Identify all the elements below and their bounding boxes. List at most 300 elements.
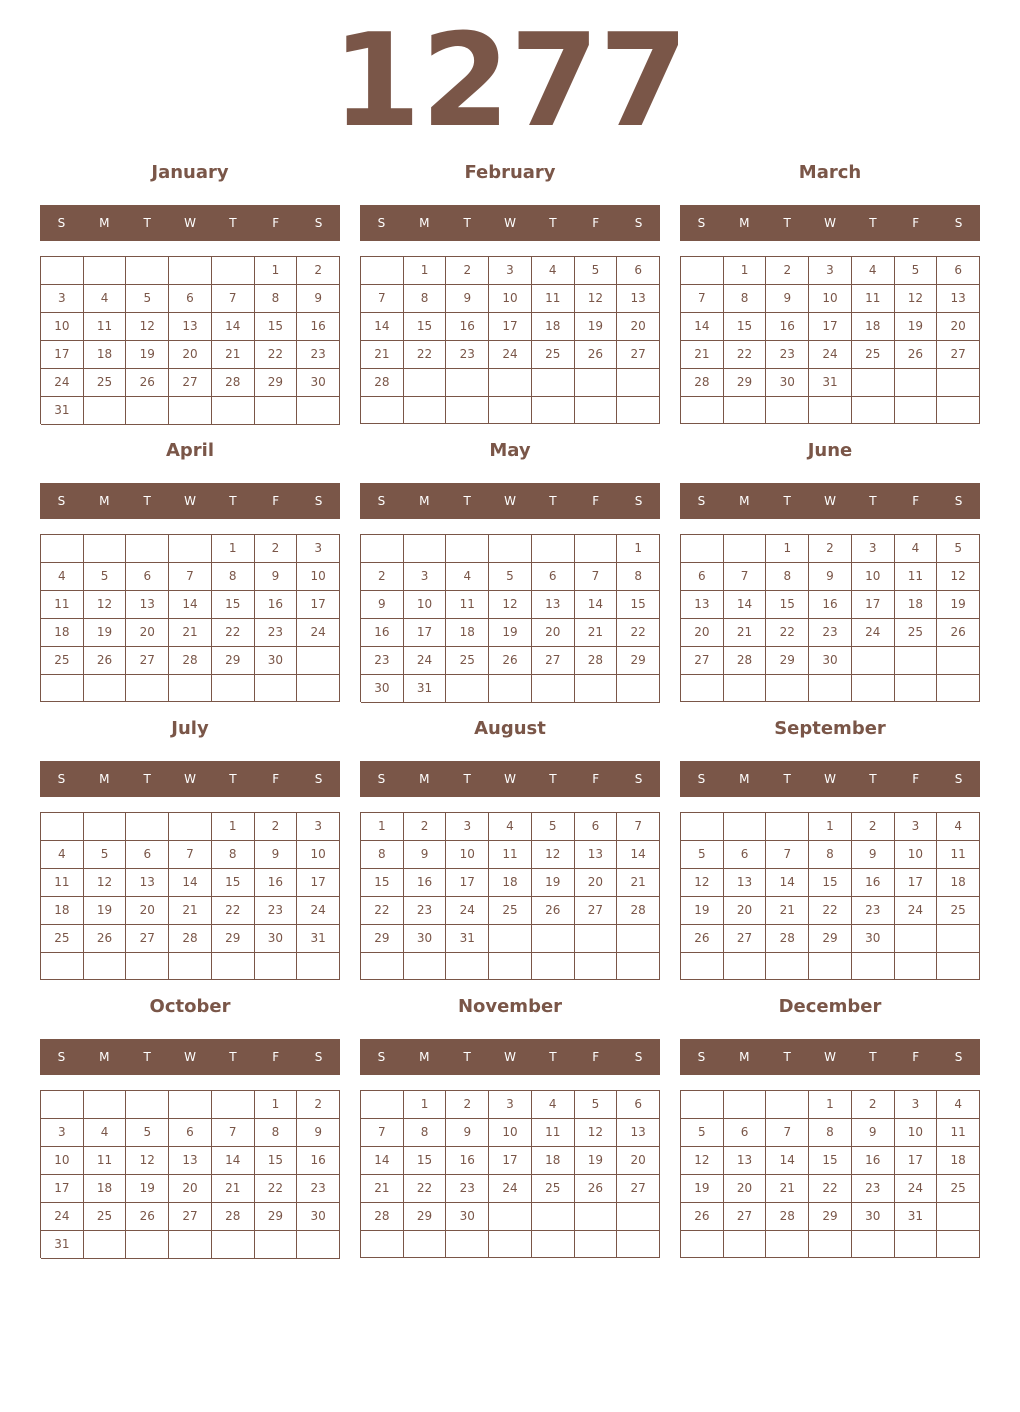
weekday-label: S [377, 1050, 386, 1064]
day-cell: 15 [766, 591, 809, 619]
weekday-label: S [57, 1050, 66, 1064]
day-cell: 4 [489, 813, 532, 841]
day-cell: 19 [489, 619, 532, 647]
day-cell: 18 [895, 591, 938, 619]
weekday-label: S [377, 772, 386, 786]
empty-cell [41, 535, 84, 563]
empty-cell [532, 369, 575, 397]
weekday-label: M [419, 494, 430, 508]
day-cell: 29 [809, 925, 852, 953]
day-cell: 24 [41, 1203, 84, 1231]
day-cell: 24 [809, 341, 852, 369]
day-cell: 19 [937, 591, 980, 619]
day-cell: 25 [532, 1175, 575, 1203]
day-cell: 19 [84, 619, 127, 647]
day-cell: 29 [404, 1203, 447, 1231]
empty-cell [361, 257, 404, 285]
day-cell: 15 [617, 591, 660, 619]
empty-cell [617, 953, 660, 980]
day-cell: 10 [489, 285, 532, 313]
day-cell: 23 [361, 647, 404, 675]
empty-cell [852, 953, 895, 980]
day-cell: 3 [809, 257, 852, 285]
weekday-header [680, 205, 980, 241]
day-cell: 7 [681, 285, 724, 313]
day-cell: 14 [724, 591, 767, 619]
day-cell: 28 [575, 647, 618, 675]
day-cell: 29 [617, 647, 660, 675]
day-grid [680, 256, 980, 424]
day-cell: 9 [255, 563, 298, 591]
day-cell: 2 [255, 813, 298, 841]
day-cell: 8 [617, 563, 660, 591]
day-cell: 30 [255, 925, 298, 953]
empty-cell [84, 397, 127, 425]
empty-cell [617, 925, 660, 953]
day-cell: 5 [575, 1091, 618, 1119]
weekday-label: F [592, 772, 600, 786]
month-name: March [798, 162, 862, 183]
day-cell: 23 [255, 619, 298, 647]
day-cell: 21 [361, 341, 404, 369]
day-cell: 2 [852, 813, 895, 841]
day-cell: 14 [766, 1147, 809, 1175]
day-cell: 8 [404, 1119, 447, 1147]
day-cell: 5 [84, 841, 127, 869]
empty-cell [446, 953, 489, 980]
empty-cell [532, 535, 575, 563]
empty-cell [446, 535, 489, 563]
day-cell: 20 [575, 869, 618, 897]
weekday-label: T [143, 1050, 151, 1064]
day-cell: 19 [681, 1175, 724, 1203]
day-cell: 30 [766, 369, 809, 397]
weekday-label: T [229, 772, 237, 786]
day-cell: 24 [446, 897, 489, 925]
day-cell: 22 [212, 619, 255, 647]
day-cell: 18 [41, 897, 84, 925]
day-cell: 17 [895, 1147, 938, 1175]
empty-cell [681, 397, 724, 424]
day-cell: 1 [617, 535, 660, 563]
empty-cell [489, 1231, 532, 1258]
empty-cell [766, 813, 809, 841]
day-cell: 5 [489, 563, 532, 591]
empty-cell [937, 397, 980, 424]
day-cell: 26 [126, 369, 169, 397]
day-cell: 5 [532, 813, 575, 841]
day-cell: 20 [724, 897, 767, 925]
empty-cell [809, 675, 852, 702]
weekday-label: F [272, 772, 280, 786]
empty-cell [766, 1091, 809, 1119]
empty-cell [575, 1231, 618, 1258]
day-cell: 7 [766, 841, 809, 869]
empty-cell [724, 675, 767, 702]
day-cell: 10 [41, 313, 84, 341]
weekday-label: M [419, 216, 430, 230]
day-cell: 2 [404, 813, 447, 841]
weekday-label: S [634, 772, 643, 786]
empty-cell [489, 397, 532, 424]
weekday-label: T [463, 494, 471, 508]
day-cell: 17 [297, 869, 340, 897]
empty-cell [212, 1231, 255, 1259]
day-cell: 11 [532, 1119, 575, 1147]
empty-cell [84, 1231, 127, 1259]
day-grid [40, 812, 340, 980]
day-cell: 28 [766, 1203, 809, 1231]
day-cell: 30 [446, 1203, 489, 1231]
day-cell: 20 [724, 1175, 767, 1203]
day-cell: 19 [532, 869, 575, 897]
empty-cell [489, 953, 532, 980]
empty-cell [126, 1231, 169, 1259]
empty-cell [532, 397, 575, 424]
day-cell: 30 [809, 647, 852, 675]
day-cell: 27 [575, 897, 618, 925]
day-cell: 17 [404, 619, 447, 647]
day-grid [40, 534, 340, 702]
weekday-header [360, 761, 660, 797]
month-name: December [778, 996, 882, 1017]
day-cell: 30 [852, 1203, 895, 1231]
day-cell: 3 [895, 1091, 938, 1119]
day-cell: 13 [937, 285, 980, 313]
day-cell: 19 [126, 341, 169, 369]
empty-cell [361, 953, 404, 980]
day-cell: 29 [766, 647, 809, 675]
empty-cell [937, 925, 980, 953]
weekday-label: F [592, 1050, 600, 1064]
weekday-label: S [954, 772, 963, 786]
day-cell: 14 [361, 313, 404, 341]
day-cell: 27 [169, 1203, 212, 1231]
day-cell: 22 [255, 1175, 298, 1203]
day-cell: 24 [852, 619, 895, 647]
month-name: January [151, 162, 229, 183]
day-cell: 6 [169, 285, 212, 313]
day-cell: 10 [41, 1147, 84, 1175]
weekday-label: S [954, 1050, 963, 1064]
weekday-label: S [634, 216, 643, 230]
day-cell: 17 [489, 1147, 532, 1175]
empty-cell [126, 675, 169, 702]
day-cell: 20 [617, 1147, 660, 1175]
day-cell: 28 [617, 897, 660, 925]
day-cell: 31 [41, 397, 84, 425]
day-cell: 8 [724, 285, 767, 313]
weekday-label: W [824, 216, 836, 230]
empty-cell [937, 1203, 980, 1231]
day-cell: 6 [575, 813, 618, 841]
day-cell: 2 [297, 1091, 340, 1119]
day-cell: 28 [766, 925, 809, 953]
day-cell: 26 [575, 341, 618, 369]
day-cell: 1 [255, 257, 298, 285]
day-cell: 13 [169, 313, 212, 341]
day-cell: 12 [895, 285, 938, 313]
empty-cell [681, 675, 724, 702]
day-cell: 31 [297, 925, 340, 953]
day-cell: 16 [809, 591, 852, 619]
day-cell: 15 [212, 591, 255, 619]
day-cell: 1 [809, 1091, 852, 1119]
day-cell: 19 [575, 313, 618, 341]
month-name: November [457, 996, 563, 1017]
day-cell: 5 [126, 1119, 169, 1147]
day-cell: 18 [446, 619, 489, 647]
weekday-label: T [143, 216, 151, 230]
empty-cell [361, 535, 404, 563]
day-cell: 4 [41, 841, 84, 869]
day-cell: 23 [255, 897, 298, 925]
weekday-label: S [314, 772, 323, 786]
weekday-label: S [954, 494, 963, 508]
day-cell: 29 [212, 647, 255, 675]
day-cell: 28 [361, 369, 404, 397]
day-cell: 6 [532, 563, 575, 591]
day-cell: 4 [84, 285, 127, 313]
empty-cell [404, 397, 447, 424]
day-cell: 25 [937, 897, 980, 925]
empty-cell [212, 1091, 255, 1119]
day-cell: 18 [852, 313, 895, 341]
day-cell: 23 [809, 619, 852, 647]
day-cell: 4 [937, 1091, 980, 1119]
day-cell: 22 [724, 341, 767, 369]
day-cell: 7 [212, 285, 255, 313]
day-cell: 27 [617, 341, 660, 369]
day-cell: 20 [937, 313, 980, 341]
day-cell: 18 [937, 869, 980, 897]
empty-cell [895, 369, 938, 397]
day-cell: 11 [41, 869, 84, 897]
day-cell: 1 [361, 813, 404, 841]
day-cell: 3 [297, 813, 340, 841]
day-cell: 27 [617, 1175, 660, 1203]
day-cell: 6 [724, 841, 767, 869]
day-cell: 12 [681, 869, 724, 897]
weekday-label: W [504, 216, 516, 230]
day-cell: 19 [126, 1175, 169, 1203]
day-cell: 25 [852, 341, 895, 369]
empty-cell [895, 647, 938, 675]
empty-cell [361, 1091, 404, 1119]
day-cell: 30 [297, 369, 340, 397]
day-cell: 25 [937, 1175, 980, 1203]
day-cell: 6 [617, 257, 660, 285]
day-cell: 31 [895, 1203, 938, 1231]
day-cell: 5 [895, 257, 938, 285]
weekday-label: W [504, 772, 516, 786]
day-cell: 13 [169, 1147, 212, 1175]
day-cell: 15 [724, 313, 767, 341]
day-cell: 26 [895, 341, 938, 369]
day-cell: 17 [41, 1175, 84, 1203]
day-cell: 25 [895, 619, 938, 647]
weekday-header [680, 761, 980, 797]
day-cell: 12 [575, 285, 618, 313]
day-cell: 28 [681, 369, 724, 397]
day-cell: 4 [532, 257, 575, 285]
day-cell: 18 [84, 341, 127, 369]
empty-cell [617, 1203, 660, 1231]
day-cell: 12 [84, 869, 127, 897]
day-cell: 26 [937, 619, 980, 647]
day-cell: 9 [852, 1119, 895, 1147]
day-cell: 30 [404, 925, 447, 953]
day-cell: 26 [681, 925, 724, 953]
weekday-label: M [419, 1050, 430, 1064]
empty-cell [766, 1231, 809, 1258]
day-cell: 3 [297, 535, 340, 563]
day-cell: 17 [852, 591, 895, 619]
empty-cell [809, 397, 852, 424]
day-cell: 16 [446, 1147, 489, 1175]
day-cell: 3 [41, 285, 84, 313]
day-cell: 4 [895, 535, 938, 563]
day-grid [40, 256, 340, 424]
empty-cell [212, 397, 255, 425]
day-cell: 20 [169, 341, 212, 369]
weekday-header [40, 205, 340, 241]
day-cell: 25 [41, 647, 84, 675]
day-cell: 25 [532, 341, 575, 369]
empty-cell [255, 397, 298, 425]
day-cell: 6 [937, 257, 980, 285]
weekday-label: W [184, 772, 196, 786]
empty-cell [126, 397, 169, 425]
day-cell: 2 [852, 1091, 895, 1119]
weekday-label: T [869, 494, 877, 508]
day-cell: 7 [361, 285, 404, 313]
empty-cell [255, 1231, 298, 1259]
day-cell: 3 [446, 813, 489, 841]
weekday-label: S [57, 772, 66, 786]
day-cell: 8 [255, 285, 298, 313]
empty-cell [126, 953, 169, 980]
weekday-label: F [272, 216, 280, 230]
day-grid [360, 256, 660, 424]
empty-cell [617, 1231, 660, 1258]
day-cell: 6 [617, 1091, 660, 1119]
empty-cell [446, 675, 489, 703]
empty-cell [852, 397, 895, 424]
day-cell: 3 [489, 1091, 532, 1119]
day-cell: 15 [809, 1147, 852, 1175]
month-name: September [774, 718, 886, 739]
empty-cell [255, 675, 298, 702]
weekday-label: M [739, 772, 750, 786]
day-cell: 2 [255, 535, 298, 563]
day-cell: 2 [446, 1091, 489, 1119]
day-cell: 4 [532, 1091, 575, 1119]
empty-cell [169, 813, 212, 841]
day-cell: 6 [169, 1119, 212, 1147]
day-cell: 10 [446, 841, 489, 869]
day-cell: 17 [895, 869, 938, 897]
empty-cell [169, 953, 212, 980]
day-cell: 3 [41, 1119, 84, 1147]
day-cell: 9 [297, 1119, 340, 1147]
day-grid [680, 1090, 980, 1258]
day-cell: 9 [446, 285, 489, 313]
day-cell: 18 [84, 1175, 127, 1203]
day-cell: 1 [809, 813, 852, 841]
day-cell: 12 [532, 841, 575, 869]
day-cell: 10 [895, 1119, 938, 1147]
empty-cell [212, 675, 255, 702]
day-cell: 19 [84, 897, 127, 925]
day-cell: 21 [169, 897, 212, 925]
day-cell: 28 [169, 925, 212, 953]
empty-cell [446, 369, 489, 397]
day-cell: 26 [126, 1203, 169, 1231]
day-cell: 14 [212, 313, 255, 341]
day-cell: 11 [937, 1119, 980, 1147]
day-cell: 8 [255, 1119, 298, 1147]
day-cell: 28 [169, 647, 212, 675]
day-cell: 29 [255, 1203, 298, 1231]
empty-cell [575, 535, 618, 563]
day-cell: 27 [126, 647, 169, 675]
day-cell: 15 [212, 869, 255, 897]
weekday-label: T [463, 1050, 471, 1064]
weekday-label: F [912, 1050, 920, 1064]
day-cell: 18 [532, 313, 575, 341]
weekday-label: S [377, 216, 386, 230]
empty-cell [297, 397, 340, 425]
weekday-label: T [229, 216, 237, 230]
day-cell: 13 [126, 591, 169, 619]
weekday-label: T [463, 772, 471, 786]
day-cell: 11 [895, 563, 938, 591]
empty-cell [489, 925, 532, 953]
day-cell: 16 [404, 869, 447, 897]
weekday-header [680, 483, 980, 519]
day-cell: 4 [84, 1119, 127, 1147]
day-cell: 18 [937, 1147, 980, 1175]
weekday-label: F [912, 772, 920, 786]
empty-cell [84, 813, 127, 841]
day-grid [680, 534, 980, 702]
day-cell: 26 [84, 647, 127, 675]
empty-cell [766, 397, 809, 424]
day-cell: 30 [297, 1203, 340, 1231]
empty-cell [895, 397, 938, 424]
empty-cell [446, 1231, 489, 1258]
day-cell: 31 [446, 925, 489, 953]
empty-cell [575, 397, 618, 424]
day-cell: 24 [895, 1175, 938, 1203]
day-cell: 11 [84, 313, 127, 341]
day-cell: 14 [766, 869, 809, 897]
day-cell: 30 [255, 647, 298, 675]
weekday-label: S [634, 1050, 643, 1064]
empty-cell [937, 1231, 980, 1258]
day-cell: 5 [937, 535, 980, 563]
weekday-label: T [229, 1050, 237, 1064]
empty-cell [297, 675, 340, 702]
weekday-label: S [697, 1050, 706, 1064]
weekday-label: M [99, 772, 110, 786]
empty-cell [895, 675, 938, 702]
day-cell: 8 [766, 563, 809, 591]
month-name: June [807, 440, 853, 461]
empty-cell [169, 1091, 212, 1119]
empty-cell [361, 397, 404, 424]
